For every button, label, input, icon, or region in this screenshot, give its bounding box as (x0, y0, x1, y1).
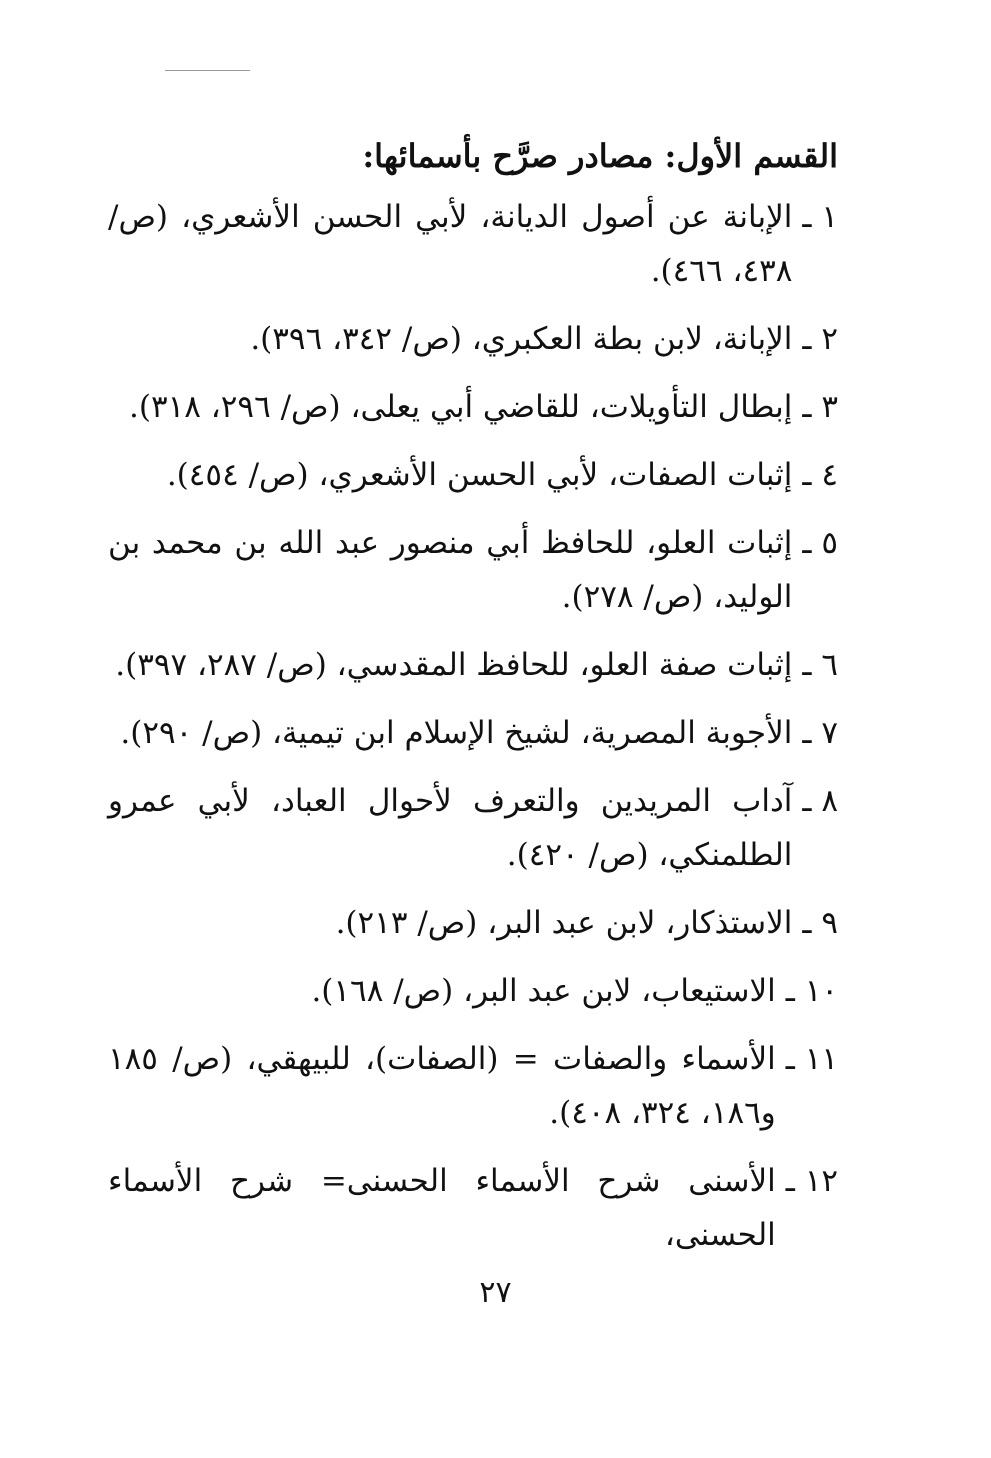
item-number: ١٠ ـ (785, 973, 838, 1009)
item-number: ١٢ ـ (785, 1163, 838, 1199)
header-rule (165, 70, 250, 71)
list-item (108, 706, 838, 760)
item-text: آداب المريدين والتعرف لأحوال العباد، لأبي عمرو الطلمنكي، (ص/ ٤٢٠). (108, 783, 793, 873)
section-heading: القسم الأول: مصادر صرَّح بأسمائها: (362, 137, 838, 175)
item-number: ١١ ـ (785, 1041, 838, 1077)
list-item (108, 896, 838, 950)
list-item (108, 638, 838, 692)
page-number: ٢٧ (479, 1275, 512, 1310)
item-text: إثبات صفة العلو، للحافظ المقدسي، (ص/ ٢٨٧، ٣٩٧). (115, 647, 793, 683)
item-text: الاستيعاب، لابن عبد البر، (ص/ ١٦٨). (311, 973, 776, 1009)
list-item (108, 1154, 838, 1262)
item-text: الإبانة، لابن بطة العكبري، (ص/ ٣٤٢، ٣٩٦). (250, 321, 793, 357)
item-number: ٦ ـ (802, 647, 838, 683)
list-item (108, 312, 838, 366)
item-number: ١ ـ (802, 199, 838, 235)
item-text: الاستذكار، لابن عبد البر، (ص/ ٢١٣). (335, 905, 793, 941)
item-text: الأسنى شرح الأسماء الحسنى= شرح الأسماء الحسنى، (108, 1163, 776, 1253)
list-item (108, 964, 838, 1018)
item-number: ٩ ـ (802, 905, 838, 941)
list-item (108, 516, 838, 624)
item-number: ٥ ـ (802, 525, 838, 561)
item-number: ٤ ـ (802, 457, 838, 493)
item-number: ٧ ـ (802, 715, 838, 751)
list-item (108, 380, 838, 434)
list-item (108, 1032, 838, 1140)
item-text: الإبانة عن أصول الديانة، لأبي الحسن الأشعري، (ص/ ٤٣٨، ٤٦٦). (108, 199, 793, 289)
item-text: إبطال التأويلات، للقاضي أبي يعلى، (ص/ ٢٩٦، ٣١٨). (129, 389, 793, 425)
item-number: ٢ ـ (802, 321, 838, 357)
list-item (108, 448, 838, 502)
page-content (108, 128, 838, 1276)
item-text: الأسماء والصفات = (الصفات)، للبيهقي، (ص/ ١٨٥ و١٨٦، ٣٢٤، ٤٠٨). (108, 1041, 776, 1131)
list-item (108, 774, 838, 882)
item-text: الأجوبة المصرية، لشيخ الإسلام ابن تيمية، (ص/ ٢٩٠). (120, 715, 793, 751)
item-number: ٣ ـ (802, 389, 838, 425)
item-number: ٨ ـ (802, 783, 838, 819)
item-text: إثبات العلو، للحافظ أبي منصور عبد الله بن محمد بن الوليد، (ص/ ٢٧٨). (108, 525, 793, 615)
list-item (108, 190, 838, 298)
item-text: إثبات الصفات، لأبي الحسن الأشعري، (ص/ ٤٥٤). (166, 457, 793, 493)
